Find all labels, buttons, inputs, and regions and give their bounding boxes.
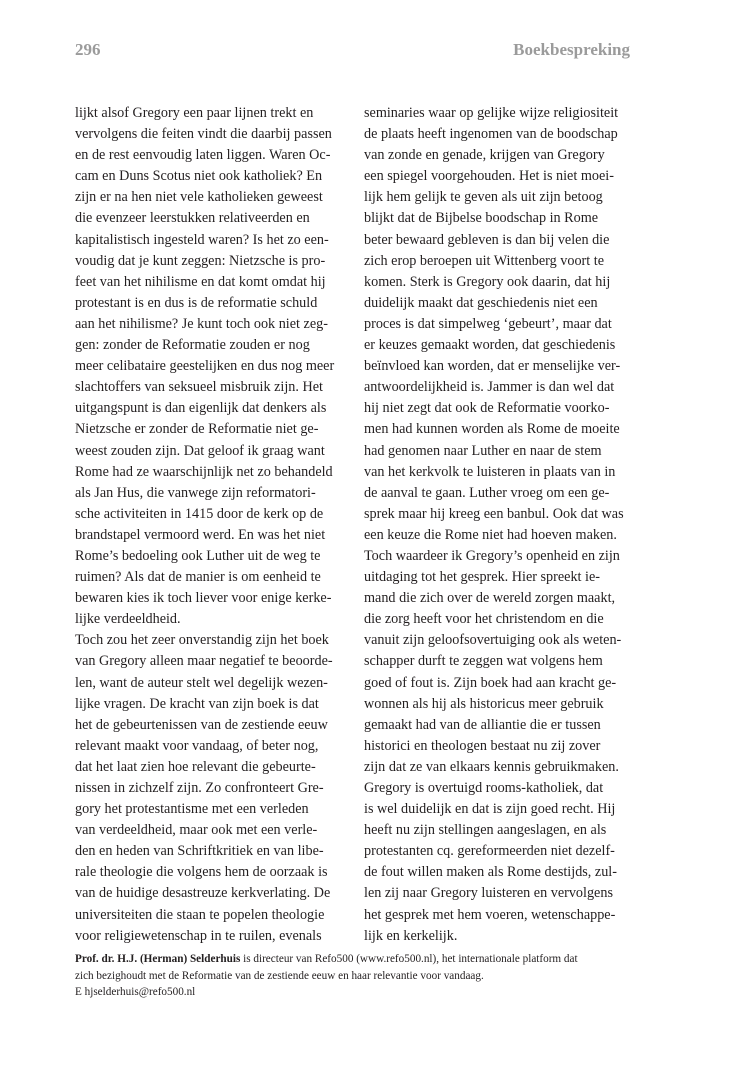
author-note: [75, 951, 635, 1001]
text-line: kapitalistisch ingesteld waren? Is het zo een-: [75, 231, 329, 248]
text-line: Rome’s bedoeling ook Luther uit de weg te: [75, 547, 321, 564]
text-line: die zorg heeft voor het christendom en die: [364, 611, 604, 628]
author-note-line-2: zich bezighoudt met de Reformatie van de zestiende eeuw en haar relevantie voor vandaag.: [75, 969, 484, 982]
text-line: uitdaging tot het gesprek. Hier spreekt ie-: [364, 569, 600, 586]
author-note-line-1: [75, 951, 635, 968]
text-line: ruimen? Als dat de manier is om eenheid te: [75, 569, 321, 586]
text-line: brandstapel vermoord werd. En was het niet: [75, 526, 326, 543]
text-line: historici en theologen bestaat nu zij zover: [364, 737, 601, 754]
text-line: nissen in zichzelf zijn. Zo confronteert Gre-: [75, 780, 324, 796]
text-line: Rome had ze waarschijnlijk net zo behandeld: [75, 463, 333, 480]
text-line: van het kerkvolk te luisteren in plaats van in: [364, 463, 616, 480]
text-line: heeft nu zijn stellingen aangeslagen, en als: [364, 822, 607, 839]
text-line: Nietzsche er zonder de Reformatie niet ge-: [75, 421, 319, 438]
text-line: het gesprek met hem voeren, wetenschappe-: [364, 906, 616, 923]
text-line: vanuit zijn geloofsovertuiging ook als weten-: [364, 632, 622, 649]
text-column-right: [364, 103, 630, 947]
text-line: lijke verdeeldheid.: [75, 611, 181, 628]
text-line: bewaren kies ik toch liever voor enige kerke-: [75, 590, 332, 607]
page-header: [75, 40, 630, 64]
text-line: blijkt dat de Bijbelse boodschap in Rome: [364, 210, 599, 227]
author-email: E hjselderhuis@refo500.nl: [75, 986, 196, 998]
text-line: en de rest eenvoudig laten liggen. Waren Oc-: [75, 147, 331, 164]
text-line: Gregory is overtuigd rooms-katholiek, dat: [364, 780, 604, 796]
text-line: van Gregory alleen maar negatief te beoorde-: [75, 653, 333, 670]
text-line: lijk en kerkelijk.: [364, 927, 458, 944]
text-line: de plaats heeft ingenomen van de boodschap: [364, 126, 618, 143]
text-line: die evenzeer leerstukken relativeerden en: [75, 210, 310, 227]
text-line: sche activiteiten in 1415 door de kerk op de: [75, 505, 324, 522]
text-line: len zij naar Gregory luisteren en vervolgens: [364, 885, 613, 902]
text-line: hij niet zegt dat ook de Reformatie voorko-: [364, 400, 610, 417]
text-line: een spiegel voorgehouden. Het is niet moei-: [364, 168, 614, 185]
text-line: zijn dat ze van elkaars kennis gebruikmaken.: [364, 758, 619, 775]
text-line: sprek maar hij kreeg een banbul. Ook dat was: [364, 505, 624, 522]
text-line: cam en Duns Scotus niet ook katholiek? En: [75, 168, 323, 185]
text-line: komen. Sterk is Gregory ook daarin, dat hij: [364, 273, 611, 290]
text-line: van verdeeldheid, maar ook met een verle-: [75, 822, 318, 839]
text-line: gen: zonder de Reformatie zouden er nog: [75, 337, 310, 354]
text-line: van de huidige desastreuze kerkverlating. De: [75, 885, 331, 902]
text-line: meer celibataire geestelijken en dus nog meer: [75, 358, 335, 375]
text-line: den en heden van Schriftkritiek en van libe-: [75, 843, 324, 860]
text-line: voor religiewetenschap in te ruilen, evenals: [75, 927, 322, 944]
text-line: beter bewaard gebleven is dan bij velen die: [364, 231, 610, 248]
text-line: mand die zich over de wereld zorgen maakt,: [364, 590, 616, 607]
text-line: vervolgens die feiten vindt die daarbij passen: [75, 126, 332, 143]
text-line: feet van het nihilisme en dat komt omdat hij: [75, 273, 326, 290]
text-line: het de gebeurtenissen van de zestiende eeuw: [75, 716, 328, 733]
text-line: er keuzes gemaakt worden, dat geschiedenis: [364, 337, 616, 354]
text-line: had genomen naar Luther en naar de stem: [364, 442, 602, 459]
text-line: lijkt alsof Gregory een paar lijnen trekt en: [75, 105, 314, 121]
text-line: uitgangspunt is dan eigenlijk dat denkers als: [75, 400, 327, 417]
author-description: is directeur van Refo500 (www.refo500.nl), het internationale platform dat: [240, 953, 578, 965]
text-line: zijn er na hen niet vele katholieken geweest: [75, 189, 323, 206]
text-line: protestant is en dus is de reformatie schuld: [75, 294, 318, 311]
text-line: de fout willen maken als Rome destijds, zul-: [364, 864, 617, 881]
text-line: len, want de auteur stelt wel degelijk wezen-: [75, 674, 328, 691]
text-line: men had kunnen worden als Rome de moeite: [364, 421, 620, 438]
text-line: lijk hem gelijk te geven als uit zijn betoog: [364, 189, 603, 206]
text-line: beïnvloed kan worden, dat er menselijke ver-: [364, 358, 621, 375]
text-line: protestanten cq. gereformeerden niet dezelf-: [364, 843, 615, 860]
text-line: voudig dat je kunt zeggen: Nietzsche is pro-: [75, 252, 326, 269]
text-line: Toch zou het zeer onverstandig zijn het boek: [75, 632, 329, 649]
text-line: slachtoffers van seksueel misbruik zijn. Het: [75, 379, 323, 396]
section-title: Boekbespreking: [513, 40, 630, 59]
text-line: dat het laat zien hoe relevant die gebeurte-: [75, 758, 316, 775]
text-line: aan het nihilisme? Je kunt toch ook niet zeg-: [75, 315, 328, 332]
text-line: rale theologie die volgens hem de oorzaak is: [75, 864, 328, 881]
page-number: 296: [75, 40, 101, 59]
text-line: als Jan Hus, die vanwege zijn reformatori-: [75, 484, 316, 501]
text-line: de aanval te gaan. Luther vroeg om een ge-: [364, 484, 610, 501]
text-line: antwoordelijkheid is. Jammer is dan wel dat: [364, 379, 615, 396]
text-line: duidelijk maakt dat geschiedenis niet een: [364, 294, 598, 311]
text-line: lijke vragen. De kracht van zijn boek is dat: [75, 695, 319, 712]
text-line: een keuze die Rome niet had hoeven maken.: [364, 526, 617, 543]
text-line: schapper durft te zeggen wat volgens hem: [364, 653, 603, 670]
text-line: proces is dat simpelweg ‘gebeurt’, maar dat: [364, 315, 612, 332]
text-line: is wel duidelijk en dat is zijn goed recht. Hij: [364, 801, 616, 818]
text-line: gory het protestantisme met een verleden: [75, 801, 309, 818]
author-name: Prof. dr. H.J. (Herman) Selderhuis: [75, 953, 241, 965]
text-line: van zonde en genade, krijgen van Gregory: [364, 147, 605, 164]
text-line: relevant maakt voor vandaag, of beter nog,: [75, 737, 319, 754]
text-line: seminaries waar op gelijke wijze religiositeit: [364, 105, 619, 121]
text-line: Toch waardeer ik Gregory’s openheid en zijn: [364, 547, 620, 564]
text-line: universiteiten die staan te popelen theologie: [75, 906, 325, 923]
text-line: weest zouden zijn. Dat geloof ik graag want: [75, 442, 325, 459]
text-line: goed of fout is. Zijn boek had aan kracht ge-: [364, 674, 617, 691]
text-line: zich erop beroepen uit Wittenberg voort te: [364, 252, 605, 269]
text-column-left: [75, 103, 341, 947]
text-line: wonnen als hij als historicus meer gebruik: [364, 695, 604, 712]
text-line: gemaakt had van de alliantie die er tussen: [364, 716, 601, 733]
